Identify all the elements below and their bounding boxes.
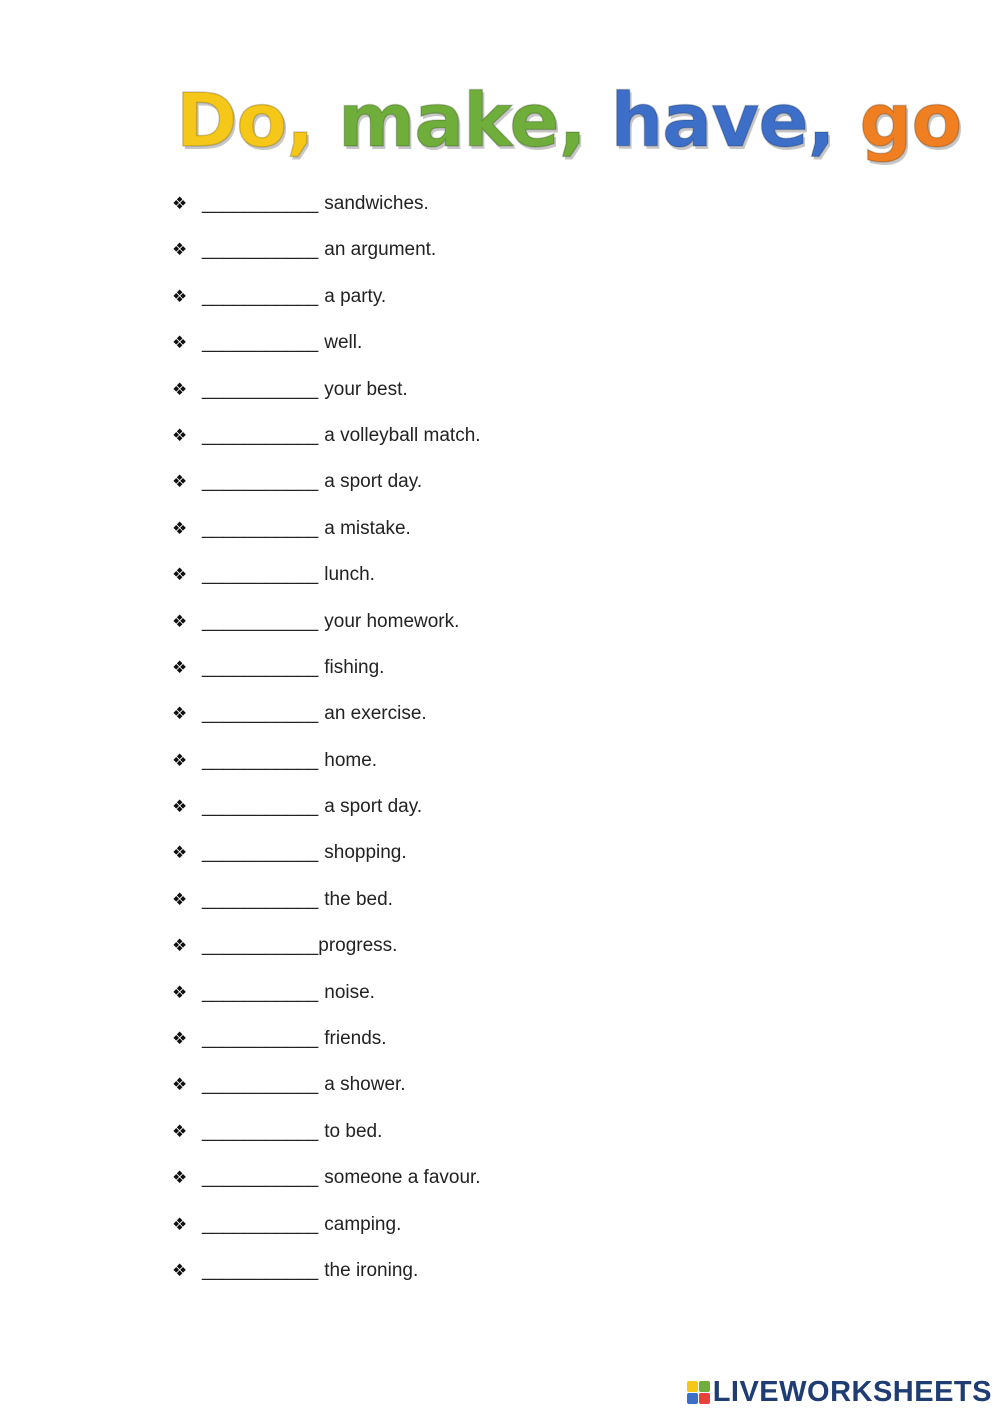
bullet-icon: ❖ <box>172 425 188 445</box>
phrase-text: a party. <box>324 285 387 307</box>
phrase-text: your homework. <box>324 610 460 632</box>
worksheet-title <box>176 78 962 164</box>
bullet-icon: ❖ <box>172 518 188 538</box>
answer-blank[interactable]: ___________ <box>202 285 319 307</box>
phrase-text: the bed. <box>324 888 393 910</box>
logo-text: LIVEWORKSHEETS <box>712 1376 992 1408</box>
phrase-text: a sport day. <box>324 796 423 818</box>
answer-blank[interactable]: ___________ <box>202 424 319 446</box>
list-item <box>172 657 481 703</box>
phrase-text: a mistake. <box>324 517 411 539</box>
phrase-text: a volleyball match. <box>324 424 481 446</box>
bullet-icon: ❖ <box>172 982 188 1002</box>
list-item <box>172 1214 481 1260</box>
bullet-icon: ❖ <box>172 472 188 492</box>
phrase-text: well. <box>324 332 363 354</box>
title-word-have: have, <box>610 78 835 164</box>
answer-blank[interactable]: ___________ <box>202 888 319 910</box>
phrase-text: a shower. <box>324 1074 406 1096</box>
list-item <box>172 611 481 657</box>
title-word-do: Do, <box>176 78 314 164</box>
answer-blank[interactable]: ___________ <box>202 193 319 214</box>
list-item <box>172 286 481 332</box>
list-item <box>172 1167 481 1213</box>
list-item <box>172 564 481 610</box>
answer-blank[interactable]: ___________ <box>202 842 319 864</box>
bullet-icon: ❖ <box>172 240 188 260</box>
phrase-text: someone a favour. <box>324 1167 481 1189</box>
bullet-icon: ❖ <box>172 1075 188 1095</box>
phrase-text: lunch. <box>324 564 375 586</box>
list-item <box>172 1121 481 1167</box>
phrase-text: an argument. <box>324 239 437 261</box>
phrase-text: the ironing. <box>324 1259 419 1281</box>
answer-blank[interactable]: ___________ <box>202 1167 319 1189</box>
phrase-text: sandwiches. <box>324 193 429 214</box>
list-item <box>172 1028 481 1074</box>
bullet-icon: ❖ <box>172 1168 188 1188</box>
list-item <box>172 796 481 842</box>
phrase-text: progress. <box>318 935 398 957</box>
phrase-text: friends. <box>324 1028 387 1050</box>
bullet-icon: ❖ <box>172 843 188 863</box>
list-item <box>172 703 481 749</box>
list-item <box>172 935 481 981</box>
phrase-text: camping. <box>324 1213 402 1235</box>
bullet-icon: ❖ <box>172 286 188 306</box>
answer-blank[interactable]: ___________ <box>202 517 319 539</box>
answer-blank[interactable]: ___________ <box>202 1028 319 1050</box>
logo-mark-icon <box>687 1381 710 1404</box>
bullet-icon: ❖ <box>172 889 188 909</box>
liveworksheets-logo <box>687 1376 992 1409</box>
bullet-icon: ❖ <box>172 1029 188 1049</box>
phrase-text: fishing. <box>324 656 385 678</box>
phrase-text: shopping. <box>324 842 407 864</box>
bullet-icon: ❖ <box>172 1260 188 1280</box>
list-item <box>172 842 481 888</box>
list-item <box>172 889 481 935</box>
list-item <box>172 193 481 239</box>
list-item <box>172 379 481 425</box>
answer-blank[interactable]: ___________ <box>202 1120 319 1142</box>
list-item <box>172 425 481 471</box>
bullet-icon: ❖ <box>172 704 188 724</box>
answer-blank[interactable]: ___________ <box>202 749 319 771</box>
list-item <box>172 239 481 285</box>
answer-blank[interactable]: ___________ <box>202 703 319 725</box>
list-item <box>172 1260 481 1306</box>
answer-blank[interactable]: ___________ <box>202 332 319 354</box>
answer-blank[interactable]: ___________ <box>202 378 319 400</box>
phrase-text: to bed. <box>324 1120 383 1142</box>
answer-blank[interactable]: ___________ <box>202 564 319 586</box>
answer-blank[interactable]: ___________ <box>202 935 319 957</box>
answer-blank[interactable]: ___________ <box>202 981 319 1003</box>
bullet-icon: ❖ <box>172 797 188 817</box>
answer-blank[interactable]: ___________ <box>202 1074 319 1096</box>
bullet-icon: ❖ <box>172 750 188 770</box>
answer-blank[interactable]: ___________ <box>202 610 319 632</box>
answer-blank[interactable]: ___________ <box>202 471 319 493</box>
phrase-text: an exercise. <box>324 703 427 725</box>
bullet-icon: ❖ <box>172 333 188 353</box>
phrase-text: your best. <box>324 378 408 400</box>
phrase-text: home. <box>324 749 378 771</box>
answer-blank[interactable]: ___________ <box>202 239 319 261</box>
phrase-text: a sport day. <box>324 471 423 493</box>
bullet-icon: ❖ <box>172 379 188 399</box>
bullet-icon: ❖ <box>172 1121 188 1141</box>
answer-blank[interactable]: ___________ <box>202 1213 319 1235</box>
bullet-icon: ❖ <box>172 657 188 677</box>
answer-blank[interactable]: ___________ <box>202 1259 319 1281</box>
bullet-icon: ❖ <box>172 1214 188 1234</box>
list-item <box>172 1074 481 1120</box>
answer-blank[interactable]: ___________ <box>202 796 319 818</box>
list-item <box>172 518 481 564</box>
title-word-go: go <box>859 78 962 164</box>
exercise-list <box>172 193 481 1306</box>
bullet-icon: ❖ <box>172 565 188 585</box>
answer-blank[interactable]: ___________ <box>202 656 319 678</box>
list-item <box>172 471 481 517</box>
title-word-make: make, <box>338 78 586 164</box>
phrase-text: noise. <box>324 981 375 1003</box>
bullet-icon: ❖ <box>172 936 188 956</box>
list-item <box>172 750 481 796</box>
bullet-icon: ❖ <box>172 194 188 213</box>
list-item <box>172 332 481 378</box>
list-item <box>172 982 481 1028</box>
bullet-icon: ❖ <box>172 611 188 631</box>
